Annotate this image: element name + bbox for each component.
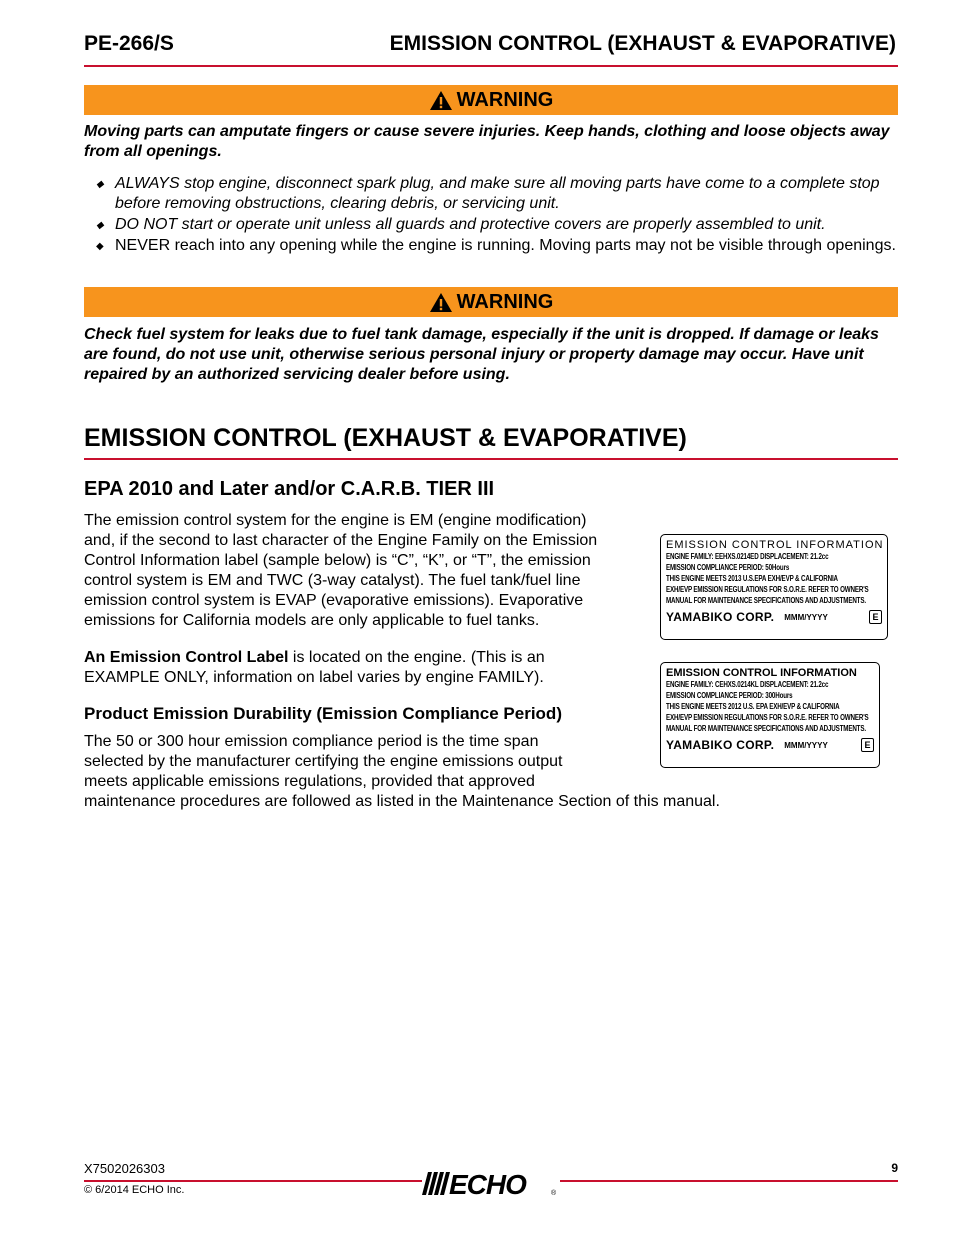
diamond-bullet-icon: ◆	[96, 179, 104, 190]
list-item: ◆ DO NOT start or operate unit unless all guards and protective covers are properly assembled to unit.	[96, 215, 902, 235]
label-date: MMM/YYYY	[784, 612, 828, 622]
label-corp-name: YAMABIKO CORP.	[666, 610, 775, 624]
emission-label-sample-2: EMISSION CONTROL INFORMATION ENGINE FAMILY: CEHXS.0214KL DISPLACEMENT: 21.2cc EMISSION COMPLIANCE PERIOD: 300Hours THIS ENGINE MEETS 2012 U.S. EPA EXH/EVP & CALIFORNIA EXH/EVP EMISSION REGULATIONS FOR S.O.R.E. REFER TO OWNER'S MANUAL FOR MAINTENANCE SPECIFICATIONS AND ADJUSTMENTS. YAMABIKO CORP. MMM/YYYY E	[660, 662, 880, 768]
diamond-bullet-icon: ◆	[96, 241, 104, 252]
header-section-title: EMISSION CONTROL (EXHAUST & EVAPORATIVE)	[389, 32, 896, 55]
label-title: EMISSION CONTROL INFORMATION	[666, 539, 884, 551]
header-model: PE-266/S	[84, 32, 174, 55]
footer-part-number: X7502026303	[84, 1161, 165, 1176]
warning-triangle-icon	[429, 90, 453, 111]
footer-rule-left	[84, 1180, 422, 1182]
svg-text:®: ®	[551, 1190, 557, 1197]
footer-rule-right	[560, 1180, 898, 1182]
section-title: EMISSION CONTROL (EXHAUST & EVAPORATIVE)	[84, 424, 687, 452]
emission-label-sample-1: EMISSION CONTROL INFORMATION ENGINE FAMILY: EEHXS.0214ED DISPLACEMENT: 21.2cc EMISSION COMPLIANCE PERIOD: 50Hours THIS ENGINE MEETS 2013 U.S.EPA EXH/EVP & CALIFORNIA EXH/EVP EMISSION REGULATIONS FOR S.O.R.E. REFER TO OWNER'S MANUAL FOR MAINTENANCE SPECIFICATIONS AND ADJUSTMENTS. YAMABIKO CORP. MMM/YYYY E	[660, 534, 888, 640]
label-corp-name: YAMABIKO CORP.	[666, 738, 775, 752]
warning-bullet-list	[96, 174, 902, 257]
svg-text:ECHO: ECHO	[449, 1169, 526, 1198]
warning-text-1: Moving parts can amputate fingers or cause severe injuries. Keep hands, clothing and loose objects away from all openings.	[84, 123, 890, 160]
page-number: 9	[891, 1161, 898, 1175]
paragraph-emission-label: An Emission Control Label is located on the engine. (This is an EXAMPLE ONLY, information on label varies by engine FAMILY).	[84, 649, 545, 686]
warning-label-2: WARNING	[456, 290, 554, 313]
warning-label-1: WARNING	[456, 88, 554, 111]
warning-text-2: Check fuel system for leaks due to fuel tank damage, especially if the unit is dropped. If damage or leaks are found, do not use unit, otherwise serious personal injury or property damage may occur. Have unit repaired by an authorized servicing dealer before using.	[84, 326, 879, 383]
e-mark-icon: E	[869, 610, 882, 624]
echo-logo	[422, 1168, 560, 1198]
header-rule	[84, 65, 898, 67]
label-title: EMISSION CONTROL INFORMATION	[666, 667, 857, 679]
e-mark-icon: E	[861, 738, 874, 752]
section-subtitle: EPA 2010 and Later and/or C.A.R.B. TIER III	[84, 478, 495, 500]
list-item: ◆ ALWAYS stop engine, disconnect spark plug, and make sure all moving parts have come to a complete stop before removing obstructions, clearing debris, or servicing unit.	[96, 175, 880, 212]
warning-banner-2	[84, 287, 898, 317]
diamond-bullet-icon: ◆	[96, 220, 104, 231]
paragraph-compliance-period: The 50 or 300 hour emission compliance period is the time span selected by the manufacturer certifying the engine emissions output meets applicable emissions regulations, provided that approved maintenance procedures are followed as listed in the Maintenance Section of this manual.	[84, 733, 720, 810]
warning-banner-1	[84, 85, 898, 115]
warning-triangle-icon	[429, 292, 453, 313]
footer-copyright: © 6/2014 ECHO Inc.	[84, 1184, 185, 1196]
paragraph-emission-system: The emission control system for the engine is EM (engine modification) and, if the second to last character of the Engine Family on the Emission Control Information label (sample below) is “C”, “K”, or “T”, the emission control system is EM and TWC (3-way catalyst). The fuel tank/fuel line emission control system is EVAP (evaporative emissions). Evaporative emissions for California models are only applicable to fuel tanks.	[84, 512, 598, 629]
durability-heading: Product Emission Durability (Emission Compliance Period)	[84, 704, 562, 723]
label-date: MMM/YYYY	[784, 740, 828, 750]
section-rule	[84, 458, 898, 460]
list-item: ◆ NEVER reach into any opening while the engine is running. Moving parts may not be visible through openings.	[96, 236, 902, 256]
